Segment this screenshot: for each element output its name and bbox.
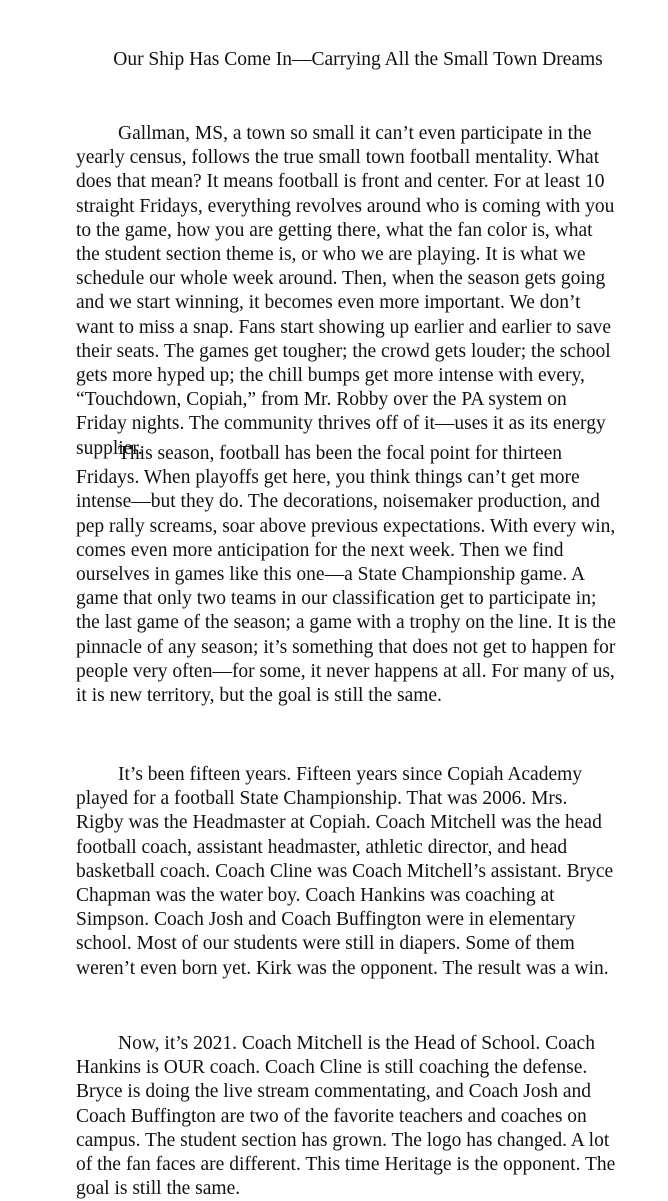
paragraph-4: Now, it’s 2021. Coach Mitchell is the Head of School. Coach Hankins is OUR coach. Coach Cline is still coaching the defense. Bryce is doing the live stream commentating, and Coach Josh and Coach Buffington are two of the favorite teachers and coaches on campus. The student section has grown. The logo has changed. A lot of the fan faces are different. This time Heritage is the opponent. The goal is still the same. bbox=[76, 1033, 616, 1200]
paragraph-3: It’s been fifteen years. Fifteen years since Copiah Academy played for a football State Championship. That was 2006. Mrs. Rigby was the Headmaster at Copiah. Coach Mitchell was the head football coach, assistant headmaster, athletic director, and head basketball coach. Coach Cline was Coach Mitchell’s assistant. Bryce Chapman was the water boy. Coach Hankins was coaching at Simpson. Coach Josh and Coach Buffington were in elementary school. Most of our students were still in diapers. Some of them weren’t even born yet. Kirk was the opponent. The result was a win. bbox=[76, 764, 614, 979]
paragraph-1: Gallman, MS, a town so small it can’t even participate in the yearly census, follows the true small town football mentality. What does that mean? It means football is front and center. For at least 10 straight Fridays, everything revolves around who is coming with you to the game, how you are getting there, what the fan color is, what the student section theme is, or who we are playing. It is what we schedule our whole week around. Then, when the season gets going and we start winning, it becomes even more important. We don’t want to miss a snap. Fans start showing up earlier and earlier to save their seats. The games get tougher; the crowd gets louder; the school gets more hyped up; the chill bumps get more intense with every, “Touchdown, Copiah,” from Mr. Robby over the PA system on Friday nights. The community thrives off of it—uses it as its energy supplier. bbox=[76, 123, 615, 459]
article-title: Our Ship Has Come In—Carrying All the Small Town Dreams bbox=[113, 49, 603, 70]
paragraph-2: This season, football has been the focal point for thirteen Fridays. When playoffs get here, you think things can’t get more intense—but they do. The decorations, noisemaker production, and pep rally screams, soar above previous expectations. With every win, comes even more anticipation for the next week. Then we find ourselves in games like this one—a State Championship game. A game that only two teams in our classification get to participate in; the last game of the season; a game with a trophy on the line. It is the pinnacle of any season; it’s something that does not get to happen for people very often—for some, it never happens at all. For many of us, it is new territory, but the goal is still the same. bbox=[76, 443, 616, 707]
